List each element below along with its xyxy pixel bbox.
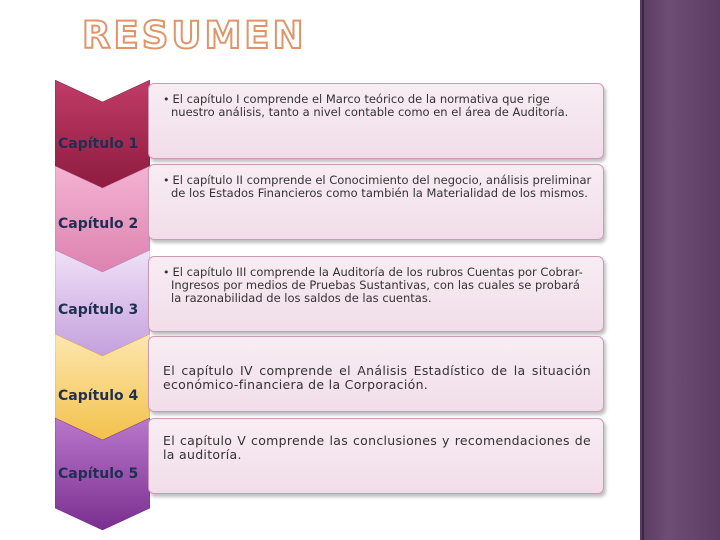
- chapter-2-summary-text: El capítulo II comprende el Conocimiento del negocio, análisis preliminar de los Estados Financieros como también la Materialidad de los mismos.: [171, 173, 592, 200]
- chapter-4-summary-text: El capítulo IV comprende el Análisis Estadístico de la situación económico-financiera de la Corporación.: [163, 363, 591, 392]
- chapter-1-summary-box: [148, 83, 604, 159]
- side-bar-stripe: [642, 0, 644, 540]
- chapter-2-label: Capítulo 2: [58, 216, 139, 232]
- chapter-1-summary: [149, 84, 603, 119]
- page-title: RESUMEN: [82, 14, 307, 57]
- bullet-icon: •: [163, 266, 170, 279]
- chapter-3-summary-text: El capítulo III comprende la Auditoría de los rubros Cuentas por Cobrar- Ingresos por medios de Pruebas Sustantivas, con las cuales se probará la razonabilidad de los saldos de las cuentas.: [171, 265, 583, 305]
- chapter-5-summary-text: El capítulo V comprende las conclusiones y recomendaciones de la auditoría.: [163, 433, 591, 462]
- chapter-5-label: Capítulo 5: [58, 466, 139, 482]
- chapter-1-summary-text: El capítulo I comprende el Marco teórico de la normativa que rige nuestro análisis, tanto a nivel contable como en el área de Auditoría.: [171, 92, 569, 119]
- chapter-4-label: Capítulo 4: [58, 388, 139, 404]
- chapter-3-label: Capítulo 3: [58, 302, 139, 318]
- chapter-3-summary: [149, 257, 603, 305]
- chapter-4-summary-box: [148, 336, 604, 412]
- bullet-icon: •: [163, 174, 170, 187]
- chapter-3-summary-box: [148, 256, 604, 332]
- chapter-5-summary-box: [148, 418, 604, 494]
- chapter-2-summary-box: [148, 164, 604, 240]
- decorative-side-bar: [640, 0, 720, 540]
- chapter-1-label: Capítulo 1: [58, 136, 139, 152]
- bullet-icon: •: [163, 93, 170, 106]
- chapter-2-summary: [149, 165, 603, 200]
